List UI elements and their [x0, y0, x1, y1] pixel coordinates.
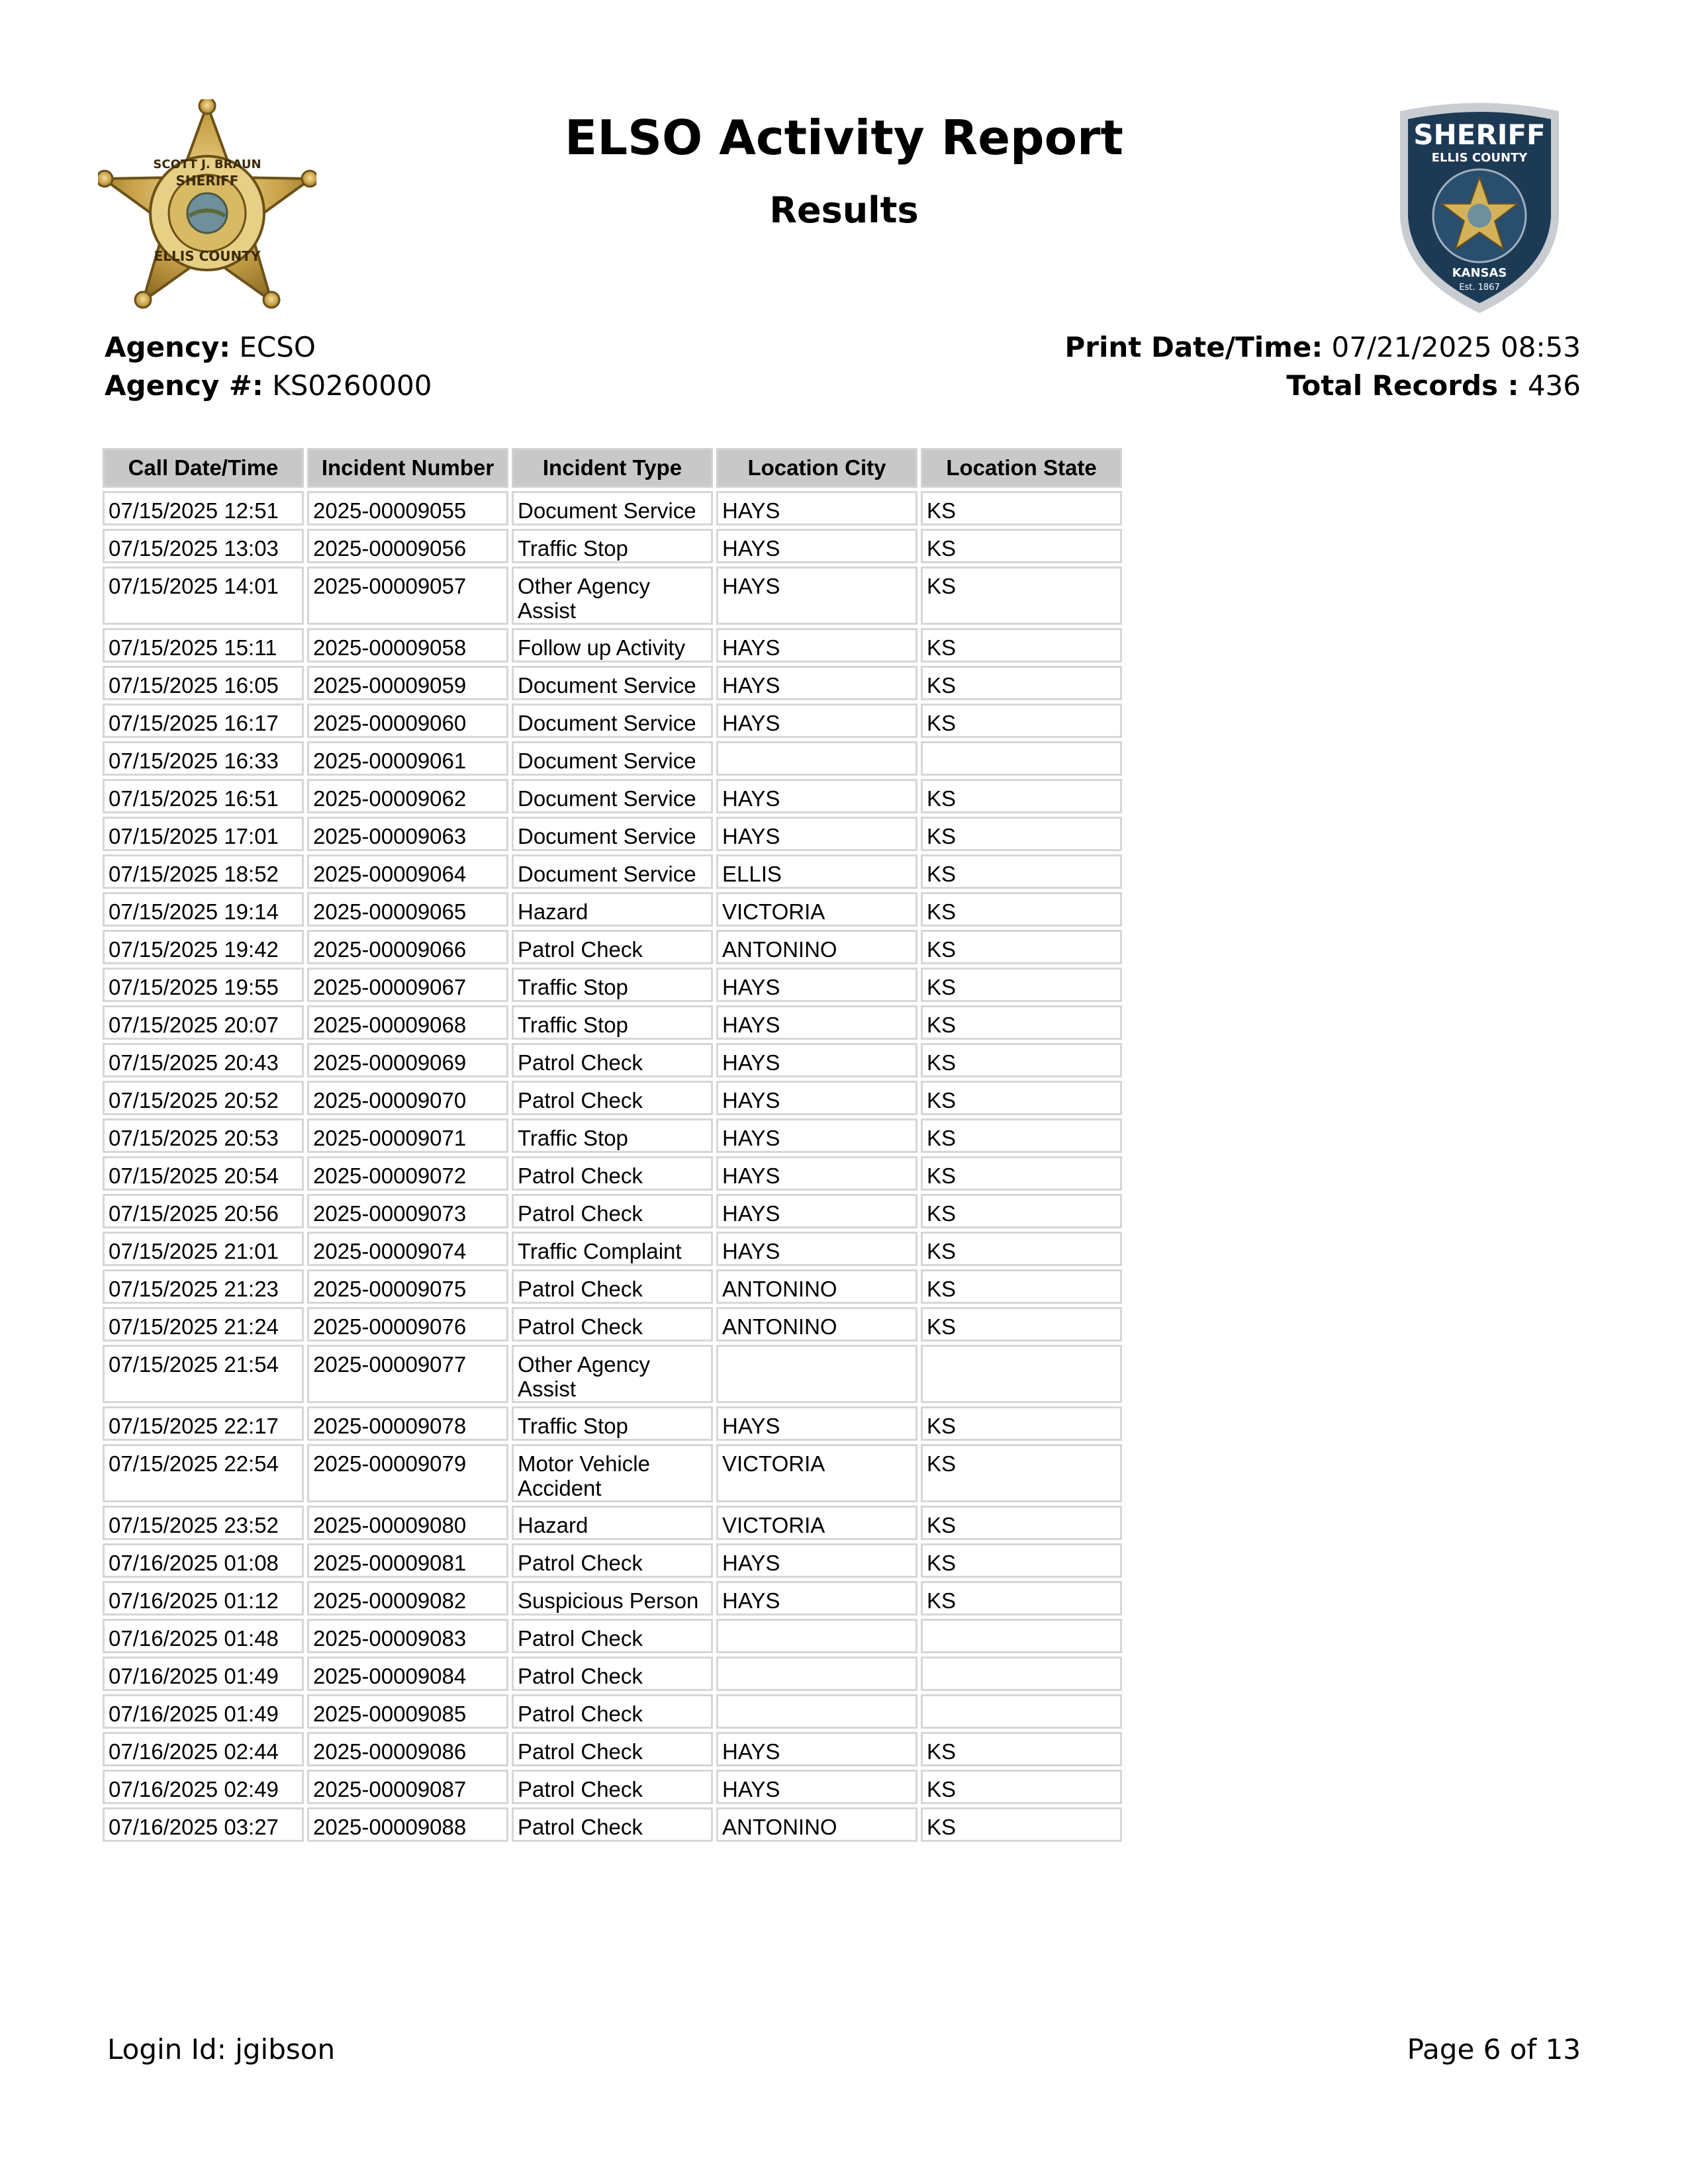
cell-call-date: 07/16/2025 02:49	[103, 1770, 304, 1804]
table-row	[103, 1444, 1122, 1502]
agency-label: Agency:	[105, 331, 231, 363]
badge-county-text: ELLIS COUNTY	[154, 248, 261, 264]
cell-location-state: KS	[921, 1581, 1122, 1615]
cell-location-city	[716, 1345, 917, 1403]
cell-call-date: 07/15/2025 19:14	[103, 892, 304, 927]
cell-location-state: KS	[921, 1307, 1122, 1342]
table-row	[103, 1807, 1122, 1842]
cell-location-city	[716, 741, 917, 776]
cell-location-state: KS	[921, 1081, 1122, 1115]
table-row	[103, 491, 1122, 525]
cell-call-date: 07/15/2025 20:43	[103, 1043, 304, 1077]
cell-location-city: HAYS	[716, 1406, 917, 1441]
table-row	[103, 666, 1122, 700]
cell-location-city: ANTONINO	[716, 1307, 917, 1342]
cell-call-date: 07/15/2025 23:52	[103, 1506, 304, 1540]
cell-incident-type: Patrol Check	[512, 1694, 713, 1729]
cell-call-date: 07/15/2025 21:24	[103, 1307, 304, 1342]
cell-call-date: 07/15/2025 14:01	[103, 567, 304, 625]
cell-incident-type: Traffic Stop	[512, 529, 713, 563]
table-row	[103, 1194, 1122, 1228]
cell-location-city: HAYS	[716, 628, 917, 662]
cell-location-city: HAYS	[716, 567, 917, 625]
cell-incident-number: 2025-00009061	[307, 741, 508, 776]
cell-location-city: HAYS	[716, 1043, 917, 1077]
cell-incident-type: Document Service	[512, 666, 713, 700]
table-row	[103, 1506, 1122, 1540]
cell-incident-number: 2025-00009088	[307, 1807, 508, 1842]
cell-location-city: HAYS	[716, 1156, 917, 1191]
cell-location-state: KS	[921, 1005, 1122, 1040]
cell-incident-type: Document Service	[512, 854, 713, 889]
table-row	[103, 1156, 1122, 1191]
login-id: Login Id: jgibson	[107, 2033, 336, 2066]
total-records-line	[1064, 367, 1581, 405]
table-row	[103, 1081, 1122, 1115]
column-header-location-state: Location State	[921, 448, 1122, 488]
cell-location-city: HAYS	[716, 1543, 917, 1578]
table-row	[103, 1005, 1122, 1040]
cell-call-date: 07/16/2025 01:48	[103, 1619, 304, 1653]
cell-location-city: HAYS	[716, 779, 917, 813]
table-row	[103, 779, 1122, 813]
cell-incident-type: Patrol Check	[512, 1657, 713, 1691]
cell-call-date: 07/15/2025 20:07	[103, 1005, 304, 1040]
cell-incident-type: Traffic Stop	[512, 1005, 713, 1040]
cell-incident-type: Hazard	[512, 1506, 713, 1540]
cell-location-city: HAYS	[716, 1118, 917, 1153]
cell-location-city: HAYS	[716, 704, 917, 738]
table-row	[103, 628, 1122, 662]
cell-incident-number: 2025-00009062	[307, 779, 508, 813]
cell-incident-type: Follow up Activity	[512, 628, 713, 662]
patch-county-text: ELLIS COUNTY	[1431, 151, 1528, 165]
table-row	[103, 741, 1122, 776]
print-date-line	[1064, 328, 1581, 367]
cell-call-date: 07/15/2025 20:53	[103, 1118, 304, 1153]
cell-incident-number: 2025-00009064	[307, 854, 508, 889]
cell-call-date: 07/15/2025 22:54	[103, 1444, 304, 1502]
table-row	[103, 1657, 1122, 1691]
table-row	[103, 1118, 1122, 1153]
cell-call-date: 07/15/2025 20:52	[103, 1081, 304, 1115]
table-row	[103, 1043, 1122, 1077]
cell-call-date: 07/15/2025 19:42	[103, 930, 304, 964]
cell-incident-number: 2025-00009069	[307, 1043, 508, 1077]
table-row	[103, 704, 1122, 738]
table-row	[103, 854, 1122, 889]
print-info	[1064, 328, 1581, 405]
activity-table	[99, 445, 1125, 1845]
table-row	[103, 968, 1122, 1002]
table-row	[103, 892, 1122, 927]
agency-value: ECSO	[230, 331, 316, 363]
cell-location-state: KS	[921, 1269, 1122, 1304]
cell-location-city	[716, 1694, 917, 1729]
patch-kansas-text: KANSAS	[1452, 266, 1507, 280]
cell-incident-number: 2025-00009065	[307, 892, 508, 927]
agency-number-value: KS0260000	[263, 369, 432, 402]
cell-location-state: KS	[921, 1732, 1122, 1766]
cell-call-date: 07/15/2025 20:54	[103, 1156, 304, 1191]
page-number: Page 6 of 13	[1407, 2033, 1581, 2066]
cell-call-date: 07/15/2025 16:05	[103, 666, 304, 700]
cell-incident-type: Traffic Stop	[512, 1406, 713, 1441]
cell-call-date: 07/15/2025 21:23	[103, 1269, 304, 1304]
table-row	[103, 817, 1122, 851]
cell-incident-number: 2025-00009059	[307, 666, 508, 700]
print-date-label: Print Date/Time:	[1064, 331, 1323, 363]
cell-location-state: KS	[921, 930, 1122, 964]
cell-call-date: 07/15/2025 20:56	[103, 1194, 304, 1228]
cell-incident-type: Suspicious Person	[512, 1581, 713, 1615]
cell-location-city: HAYS	[716, 491, 917, 525]
cell-call-date: 07/15/2025 18:52	[103, 854, 304, 889]
cell-location-state: KS	[921, 628, 1122, 662]
cell-incident-number: 2025-00009084	[307, 1657, 508, 1691]
cell-location-state: KS	[921, 1506, 1122, 1540]
badge-name-text: SCOTT J. BRAUN	[153, 158, 261, 171]
column-header-location-city: Location City	[716, 448, 917, 488]
cell-incident-number: 2025-00009068	[307, 1005, 508, 1040]
cell-incident-number: 2025-00009086	[307, 1732, 508, 1766]
cell-call-date: 07/15/2025 19:55	[103, 968, 304, 1002]
patch-est-text: Est. 1867	[1459, 283, 1500, 293]
cell-location-state: KS	[921, 491, 1122, 525]
cell-call-date: 07/16/2025 01:08	[103, 1543, 304, 1578]
cell-location-city: ANTONINO	[716, 1269, 917, 1304]
cell-location-state	[921, 1619, 1122, 1653]
table-row	[103, 529, 1122, 563]
cell-incident-type: Document Service	[512, 704, 713, 738]
cell-incident-number: 2025-00009066	[307, 930, 508, 964]
cell-incident-number: 2025-00009080	[307, 1506, 508, 1540]
table-row	[103, 1345, 1122, 1403]
cell-location-city: HAYS	[716, 1081, 917, 1115]
cell-incident-number: 2025-00009074	[307, 1232, 508, 1266]
cell-location-state: KS	[921, 529, 1122, 563]
cell-location-city: ANTONINO	[716, 1807, 917, 1842]
cell-location-city: VICTORIA	[716, 892, 917, 927]
cell-incident-type: Patrol Check	[512, 1081, 713, 1115]
table-row	[103, 1619, 1122, 1653]
cell-location-state: KS	[921, 1444, 1122, 1502]
cell-incident-type: Patrol Check	[512, 1619, 713, 1653]
column-header-call-date: Call Date/Time	[103, 448, 304, 488]
table-row	[103, 1581, 1122, 1615]
cell-location-state	[921, 1345, 1122, 1403]
report-title: ELSO Activity Report	[565, 110, 1123, 165]
cell-incident-number: 2025-00009067	[307, 968, 508, 1002]
cell-location-city	[716, 1619, 917, 1653]
cell-location-city: HAYS	[716, 1770, 917, 1804]
cell-incident-number: 2025-00009082	[307, 1581, 508, 1615]
cell-incident-type: Document Service	[512, 817, 713, 851]
table-row	[103, 1269, 1122, 1304]
cell-call-date: 07/15/2025 16:17	[103, 704, 304, 738]
agency-info	[105, 328, 432, 405]
cell-location-state: KS	[921, 666, 1122, 700]
cell-incident-type: Patrol Check	[512, 1543, 713, 1578]
cell-location-city: ELLIS	[716, 854, 917, 889]
cell-location-state: KS	[921, 892, 1122, 927]
cell-location-state: KS	[921, 1232, 1122, 1266]
cell-location-state: KS	[921, 1156, 1122, 1191]
cell-location-city: HAYS	[716, 529, 917, 563]
cell-location-state: KS	[921, 779, 1122, 813]
cell-incident-type: Patrol Check	[512, 1732, 713, 1766]
cell-incident-type: Traffic Stop	[512, 1118, 713, 1153]
cell-incident-number: 2025-00009077	[307, 1345, 508, 1403]
cell-location-state: KS	[921, 1807, 1122, 1842]
cell-incident-number: 2025-00009083	[307, 1619, 508, 1653]
cell-incident-type: Other Agency Assist	[512, 1345, 713, 1403]
cell-call-date: 07/16/2025 01:49	[103, 1657, 304, 1691]
cell-location-city	[716, 1657, 917, 1691]
cell-incident-type: Other Agency Assist	[512, 567, 713, 625]
cell-call-date: 07/16/2025 01:12	[103, 1581, 304, 1615]
cell-call-date: 07/15/2025 21:01	[103, 1232, 304, 1266]
cell-call-date: 07/15/2025 16:33	[103, 741, 304, 776]
cell-location-city: HAYS	[716, 1005, 917, 1040]
cell-incident-number: 2025-00009056	[307, 529, 508, 563]
cell-location-city: HAYS	[716, 968, 917, 1002]
cell-location-state: KS	[921, 854, 1122, 889]
cell-location-state: KS	[921, 817, 1122, 851]
cell-location-state: KS	[921, 567, 1122, 625]
cell-incident-type: Patrol Check	[512, 1807, 713, 1842]
table-body	[103, 491, 1122, 1842]
cell-incident-number: 2025-00009071	[307, 1118, 508, 1153]
cell-call-date: 07/15/2025 17:01	[103, 817, 304, 851]
cell-incident-type: Patrol Check	[512, 1770, 713, 1804]
report-subtitle: Results	[769, 189, 919, 231]
cell-location-state: KS	[921, 1543, 1122, 1578]
cell-location-state: KS	[921, 1406, 1122, 1441]
cell-location-city: HAYS	[716, 1581, 917, 1615]
cell-incident-type: Patrol Check	[512, 1269, 713, 1304]
column-header-incident-type: Incident Type	[512, 448, 713, 488]
cell-incident-type: Patrol Check	[512, 1043, 713, 1077]
cell-incident-type: Hazard	[512, 892, 713, 927]
table-row	[103, 1406, 1122, 1441]
cell-location-city: HAYS	[716, 1732, 917, 1766]
cell-incident-number: 2025-00009070	[307, 1081, 508, 1115]
cell-incident-number: 2025-00009076	[307, 1307, 508, 1342]
cell-location-city: HAYS	[716, 1194, 917, 1228]
cell-incident-type: Document Service	[512, 491, 713, 525]
print-date-value: 07/21/2025 08:53	[1323, 331, 1581, 363]
table-row	[103, 567, 1122, 625]
cell-incident-number: 2025-00009081	[307, 1543, 508, 1578]
table-row	[103, 1732, 1122, 1766]
cell-location-city: HAYS	[716, 666, 917, 700]
badge-sheriff-text: SHERIFF	[175, 173, 239, 189]
cell-incident-type: Patrol Check	[512, 1156, 713, 1191]
cell-location-state: KS	[921, 1770, 1122, 1804]
cell-location-city: HAYS	[716, 1232, 917, 1266]
cell-incident-number: 2025-00009075	[307, 1269, 508, 1304]
cell-call-date: 07/16/2025 02:44	[103, 1732, 304, 1766]
cell-location-city: VICTORIA	[716, 1506, 917, 1540]
cell-incident-number: 2025-00009058	[307, 628, 508, 662]
table-row	[103, 1232, 1122, 1266]
cell-location-state: KS	[921, 704, 1122, 738]
cell-call-date: 07/15/2025 21:54	[103, 1345, 304, 1403]
patch-sheriff-text: SHERIFF	[1413, 118, 1546, 151]
cell-incident-type: Document Service	[512, 741, 713, 776]
cell-incident-number: 2025-00009072	[307, 1156, 508, 1191]
cell-location-city: ANTONINO	[716, 930, 917, 964]
cell-incident-number: 2025-00009073	[307, 1194, 508, 1228]
table-row	[103, 930, 1122, 964]
agency-line	[105, 328, 432, 367]
cell-incident-type: Traffic Stop	[512, 968, 713, 1002]
total-records-value: 436	[1519, 369, 1581, 402]
cell-location-state	[921, 741, 1122, 776]
table-header-row	[103, 448, 1122, 488]
agency-number-line	[105, 367, 432, 405]
cell-incident-number: 2025-00009079	[307, 1444, 508, 1502]
cell-location-state	[921, 1694, 1122, 1729]
cell-incident-number: 2025-00009055	[307, 491, 508, 525]
cell-call-date: 07/16/2025 03:27	[103, 1807, 304, 1842]
cell-incident-type: Patrol Check	[512, 1307, 713, 1342]
cell-call-date: 07/15/2025 22:17	[103, 1406, 304, 1441]
cell-incident-number: 2025-00009078	[307, 1406, 508, 1441]
cell-call-date: 07/15/2025 15:11	[103, 628, 304, 662]
cell-incident-type: Patrol Check	[512, 930, 713, 964]
column-header-incident-number: Incident Number	[307, 448, 508, 488]
cell-incident-type: Patrol Check	[512, 1194, 713, 1228]
table-row	[103, 1307, 1122, 1342]
table-row	[103, 1543, 1122, 1578]
cell-location-state	[921, 1657, 1122, 1691]
cell-location-state: KS	[921, 1118, 1122, 1153]
cell-incident-number: 2025-00009085	[307, 1694, 508, 1729]
cell-call-date: 07/15/2025 16:51	[103, 779, 304, 813]
cell-incident-number: 2025-00009087	[307, 1770, 508, 1804]
cell-call-date: 07/16/2025 01:49	[103, 1694, 304, 1729]
cell-location-city: VICTORIA	[716, 1444, 917, 1502]
cell-call-date: 07/15/2025 12:51	[103, 491, 304, 525]
cell-location-state: KS	[921, 968, 1122, 1002]
table-row	[103, 1694, 1122, 1729]
cell-call-date: 07/15/2025 13:03	[103, 529, 304, 563]
cell-incident-type: Traffic Complaint	[512, 1232, 713, 1266]
cell-incident-type: Motor Vehicle Accident	[512, 1444, 713, 1502]
cell-incident-number: 2025-00009057	[307, 567, 508, 625]
cell-incident-type: Document Service	[512, 779, 713, 813]
cell-incident-number: 2025-00009060	[307, 704, 508, 738]
table-row	[103, 1770, 1122, 1804]
cell-location-state: KS	[921, 1194, 1122, 1228]
cell-location-state: KS	[921, 1043, 1122, 1077]
total-records-label: Total Records :	[1286, 369, 1519, 402]
agency-number-label: Agency #:	[105, 369, 263, 402]
cell-location-city: HAYS	[716, 817, 917, 851]
cell-incident-number: 2025-00009063	[307, 817, 508, 851]
